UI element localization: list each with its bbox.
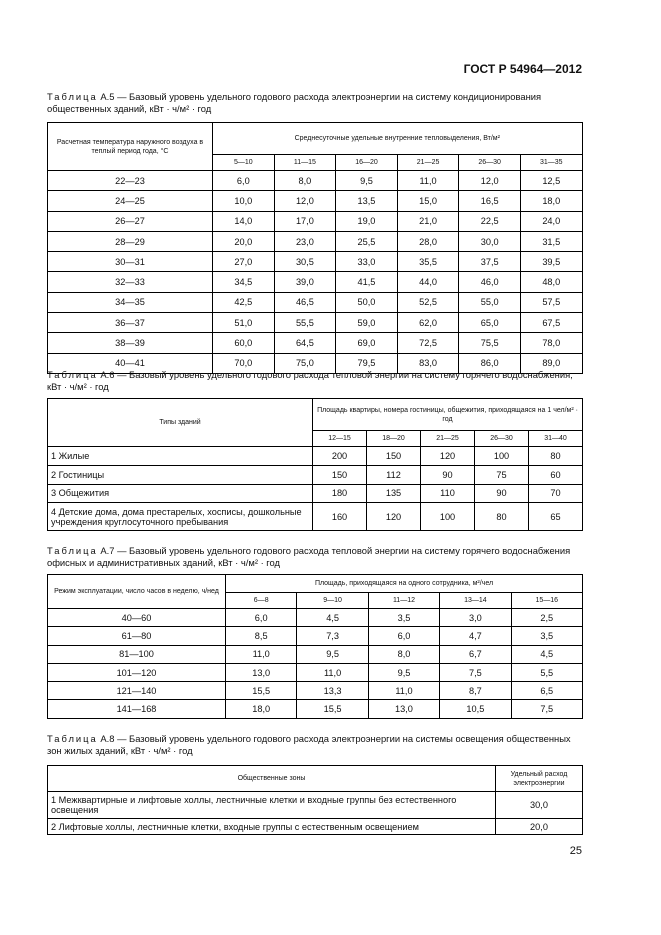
caption-number: А.6	[100, 369, 115, 380]
table-row-label: 1 Жилые	[48, 447, 313, 466]
table-subheader-cell: 18—20	[367, 431, 421, 447]
table-cell: 83,0	[397, 353, 459, 373]
table-cell: 3,5	[368, 609, 439, 627]
caption-text: — Базовый уровень удельного годового расхода тепловой энергии на систему горячего водоснабжения, кВт · ч/м² · год	[47, 369, 573, 392]
table-cell: 12,0	[459, 171, 521, 191]
table-row	[48, 627, 583, 645]
table-subheader-cell: 21—25	[421, 431, 475, 447]
table-cell: 6,5	[511, 682, 582, 700]
table-subheader-cell: 11—15	[274, 155, 336, 171]
table-cell: 17,0	[274, 211, 336, 231]
table-cell: 78,0	[520, 333, 582, 353]
table-a5	[47, 122, 583, 374]
table-cell: 100	[421, 503, 475, 531]
table-cell: 13,3	[297, 682, 368, 700]
table-cell: 34,5	[213, 272, 275, 292]
table-cell: 60	[529, 465, 583, 484]
table-a6	[47, 398, 583, 531]
table-subheader-cell: 13—14	[440, 593, 511, 609]
table-cell: 8,7	[440, 682, 511, 700]
table-cell: 7,5	[511, 700, 582, 718]
table-cell: 6,0	[213, 171, 275, 191]
table-cell: 14,0	[213, 211, 275, 231]
table-cell: 3,5	[511, 627, 582, 645]
table-row-label: 38—39	[48, 333, 213, 353]
table-row	[48, 231, 583, 251]
table-row-label: 36—37	[48, 313, 213, 333]
table-cell: 19,0	[336, 211, 398, 231]
table-cell: 80	[529, 447, 583, 466]
table-cell: 18,0	[520, 191, 582, 211]
table-cell: 86,0	[459, 353, 521, 373]
table-cell: 52,5	[397, 292, 459, 312]
table-subheader-cell: 5—10	[213, 155, 275, 171]
table-cell: 200	[313, 447, 367, 466]
table-row-label: 121—140	[48, 682, 226, 700]
table-group-header: Среднесуточные удельные внутренние тепловыделения, Вт/м²	[213, 123, 583, 155]
table-cell: 4,5	[297, 609, 368, 627]
table-row	[48, 333, 583, 353]
table-cell: 7,3	[297, 627, 368, 645]
table-header-cell: Расчетная температура наружного воздуха в теплый период года, °С	[48, 123, 213, 171]
table-cell: 12,5	[520, 171, 582, 191]
table-a7-caption	[47, 545, 582, 569]
table-row-label: 3 Общежития	[48, 484, 313, 503]
table-cell: 62,0	[397, 313, 459, 333]
table-row-label: 40—60	[48, 609, 226, 627]
table-cell: 16,5	[459, 191, 521, 211]
table-cell: 37,5	[459, 252, 521, 272]
table-row-label: 2 Гостиницы	[48, 465, 313, 484]
table-subheader-cell: 26—30	[475, 431, 529, 447]
table-row-label: 22—23	[48, 171, 213, 191]
table-cell: 13,0	[226, 663, 297, 681]
table-cell: 8,0	[274, 171, 336, 191]
page-number: 25	[569, 845, 582, 857]
table-cell: 12,0	[274, 191, 336, 211]
table-row-label: 28—29	[48, 231, 213, 251]
table-cell: 4,7	[440, 627, 511, 645]
table-cell: 120	[367, 503, 421, 531]
table-cell: 10,5	[440, 700, 511, 718]
table-row-label: 101—120	[48, 663, 226, 681]
table-row-label: 34—35	[48, 292, 213, 312]
table-row	[48, 609, 583, 627]
table-cell: 180	[313, 484, 367, 503]
table-cell: 13,0	[368, 700, 439, 718]
table-row-label: 24—25	[48, 191, 213, 211]
table-cell: 75,5	[459, 333, 521, 353]
table-cell: 46,0	[459, 272, 521, 292]
table-cell: 2,5	[511, 609, 582, 627]
table-row	[48, 700, 583, 718]
table-cell: 30,5	[274, 252, 336, 272]
table-row	[48, 272, 583, 292]
table-row-label: 32—33	[48, 272, 213, 292]
table-cell: 89,0	[520, 353, 582, 373]
table-cell: 44,0	[397, 272, 459, 292]
table-cell: 21,0	[397, 211, 459, 231]
table-cell: 30,0	[459, 231, 521, 251]
caption-label: Таблица	[47, 91, 98, 102]
table-cell: 8,5	[226, 627, 297, 645]
caption-label: Таблица	[47, 369, 98, 380]
document-id: ГОСТ Р 54964—2012	[463, 62, 582, 76]
table-row-label: 2 Лифтовые холлы, лестничные клетки, входные группы с естественным освещением	[48, 819, 496, 835]
table-cell: 33,0	[336, 252, 398, 272]
table-cell: 13,5	[336, 191, 398, 211]
caption-text: — Базовый уровень удельного годового расхода тепловой энергии на систему горячего водоснабжения офисных и административных зданий, кВт · ч/м² · год	[47, 545, 571, 568]
caption-label: Таблица	[47, 733, 98, 744]
caption-number: А.5	[100, 91, 115, 102]
table-cell: 11,0	[297, 663, 368, 681]
table-cell: 75,0	[274, 353, 336, 373]
table-cell: 65	[529, 503, 583, 531]
table-cell: 50,0	[336, 292, 398, 312]
table-cell: 28,0	[397, 231, 459, 251]
table-cell: 42,5	[213, 292, 275, 312]
table-cell: 70,0	[213, 353, 275, 373]
table-cell: 79,5	[336, 353, 398, 373]
table-cell: 9,5	[336, 171, 398, 191]
table-cell: 59,0	[336, 313, 398, 333]
table-cell: 35,5	[397, 252, 459, 272]
table-row	[48, 503, 583, 531]
table-row-label: 26—27	[48, 211, 213, 231]
caption-number: А.7	[100, 545, 115, 556]
table-group-header: Площадь квартиры, номера гостиницы, общежития, приходящаяся на 1 чел/м² · год	[313, 399, 583, 431]
table-cell: 39,0	[274, 272, 336, 292]
table-header-cell: Режим эксплуатации, число часов в неделю, ч/нед	[48, 575, 226, 609]
table-row	[48, 211, 583, 231]
table-a5-caption	[47, 91, 582, 115]
table-cell: 5,5	[511, 663, 582, 681]
table-subheader-cell: 6—8	[226, 593, 297, 609]
table-cell: 150	[313, 465, 367, 484]
table-cell: 80	[475, 503, 529, 531]
table-row-label: 1 Межквартирные и лифтовые холлы, лестничные клетки и входные группы без естественного освещения	[48, 792, 496, 819]
table-cell: 11,0	[226, 645, 297, 663]
table-subheader-cell: 16—20	[336, 155, 398, 171]
caption-text: — Базовый уровень удельного годового расхода электроэнергии на систему кондиционирования общественных зданий, кВт · ч/м² · год	[47, 91, 542, 114]
table-cell: 48,0	[520, 272, 582, 292]
table-header-cell: Типы зданий	[48, 399, 313, 447]
table-row	[48, 447, 583, 466]
table-cell: 6,7	[440, 645, 511, 663]
table-subheader-cell: 31—40	[529, 431, 583, 447]
table-subheader-cell: 12—15	[313, 431, 367, 447]
table-cell: 46,5	[274, 292, 336, 312]
table-cell: 27,0	[213, 252, 275, 272]
table-cell: 18,0	[226, 700, 297, 718]
table-cell: 7,5	[440, 663, 511, 681]
table-row-label: 141—168	[48, 700, 226, 718]
table-row	[48, 292, 583, 312]
table-cell: 64,5	[274, 333, 336, 353]
table-cell: 69,0	[336, 333, 398, 353]
table-row	[48, 819, 583, 835]
table-cell: 4,5	[511, 645, 582, 663]
table-row	[48, 682, 583, 700]
table-row	[48, 191, 583, 211]
table-cell: 6,0	[368, 627, 439, 645]
table-row	[48, 645, 583, 663]
table-cell: 67,5	[520, 313, 582, 333]
table-cell: 51,0	[213, 313, 275, 333]
table-cell: 160	[313, 503, 367, 531]
table-cell: 6,0	[226, 609, 297, 627]
table-subheader-cell: 31—35	[520, 155, 582, 171]
table-cell: 90	[421, 465, 475, 484]
table-cell: 70	[529, 484, 583, 503]
table-cell: 22,5	[459, 211, 521, 231]
table-a8-caption	[47, 733, 582, 757]
table-header-cell: Общественные зоны	[48, 766, 496, 792]
table-cell: 65,0	[459, 313, 521, 333]
table-row-label: 61—80	[48, 627, 226, 645]
table-cell: 10,0	[213, 191, 275, 211]
table-cell: 20,0	[496, 819, 583, 835]
table-cell: 110	[421, 484, 475, 503]
table-cell: 9,5	[297, 645, 368, 663]
table-cell: 9,5	[368, 663, 439, 681]
table-a8	[47, 765, 583, 835]
table-cell: 15,5	[297, 700, 368, 718]
table-row	[48, 663, 583, 681]
table-subheader-cell: 9—10	[297, 593, 368, 609]
table-row	[48, 465, 583, 484]
caption-text: — Базовый уровень удельного годового расхода электроэнергии на системы освещения общественных зон жилых зданий, кВт · ч/м² · год	[47, 733, 571, 756]
table-cell: 41,5	[336, 272, 398, 292]
table-cell: 57,5	[520, 292, 582, 312]
table-row-label: 40—41	[48, 353, 213, 373]
table-cell: 135	[367, 484, 421, 503]
table-row	[48, 484, 583, 503]
table-cell: 75	[475, 465, 529, 484]
table-cell: 23,0	[274, 231, 336, 251]
table-cell: 72,5	[397, 333, 459, 353]
table-subheader-cell: 26—30	[459, 155, 521, 171]
table-cell: 11,0	[368, 682, 439, 700]
table-row	[48, 252, 583, 272]
table-cell: 39,5	[520, 252, 582, 272]
table-cell: 30,0	[496, 792, 583, 819]
table-cell: 100	[475, 447, 529, 466]
table-cell: 3,0	[440, 609, 511, 627]
table-row	[48, 171, 583, 191]
table-cell: 120	[421, 447, 475, 466]
table-cell: 8,0	[368, 645, 439, 663]
table-cell: 150	[367, 447, 421, 466]
table-row	[48, 313, 583, 333]
table-subheader-cell: 11—12	[368, 593, 439, 609]
table-row-label: 4 Детские дома, дома престарелых, хосписы, дошкольные учреждения круглосуточного пребывания	[48, 503, 313, 531]
table-row	[48, 792, 583, 819]
table-subheader-cell: 15—16	[511, 593, 582, 609]
table-cell: 25,5	[336, 231, 398, 251]
table-cell: 24,0	[520, 211, 582, 231]
table-cell: 60,0	[213, 333, 275, 353]
table-cell: 15,5	[226, 682, 297, 700]
table-cell: 15,0	[397, 191, 459, 211]
table-row-label: 81—100	[48, 645, 226, 663]
table-header-cell: Удельный расход электроэнергии	[496, 766, 583, 792]
table-cell: 31,5	[520, 231, 582, 251]
table-group-header: Площадь, приходящаяся на одного сотрудника, м²/чел	[226, 575, 583, 593]
caption-label: Таблица	[47, 545, 98, 556]
table-a7	[47, 574, 583, 719]
table-cell: 11,0	[397, 171, 459, 191]
table-cell: 20,0	[213, 231, 275, 251]
table-cell: 55,0	[459, 292, 521, 312]
caption-number: А.8	[100, 733, 115, 744]
table-cell: 112	[367, 465, 421, 484]
table-cell: 90	[475, 484, 529, 503]
table-row-label: 30—31	[48, 252, 213, 272]
table-a6-caption	[47, 369, 582, 393]
table-subheader-cell: 21—25	[397, 155, 459, 171]
table-cell: 55,5	[274, 313, 336, 333]
